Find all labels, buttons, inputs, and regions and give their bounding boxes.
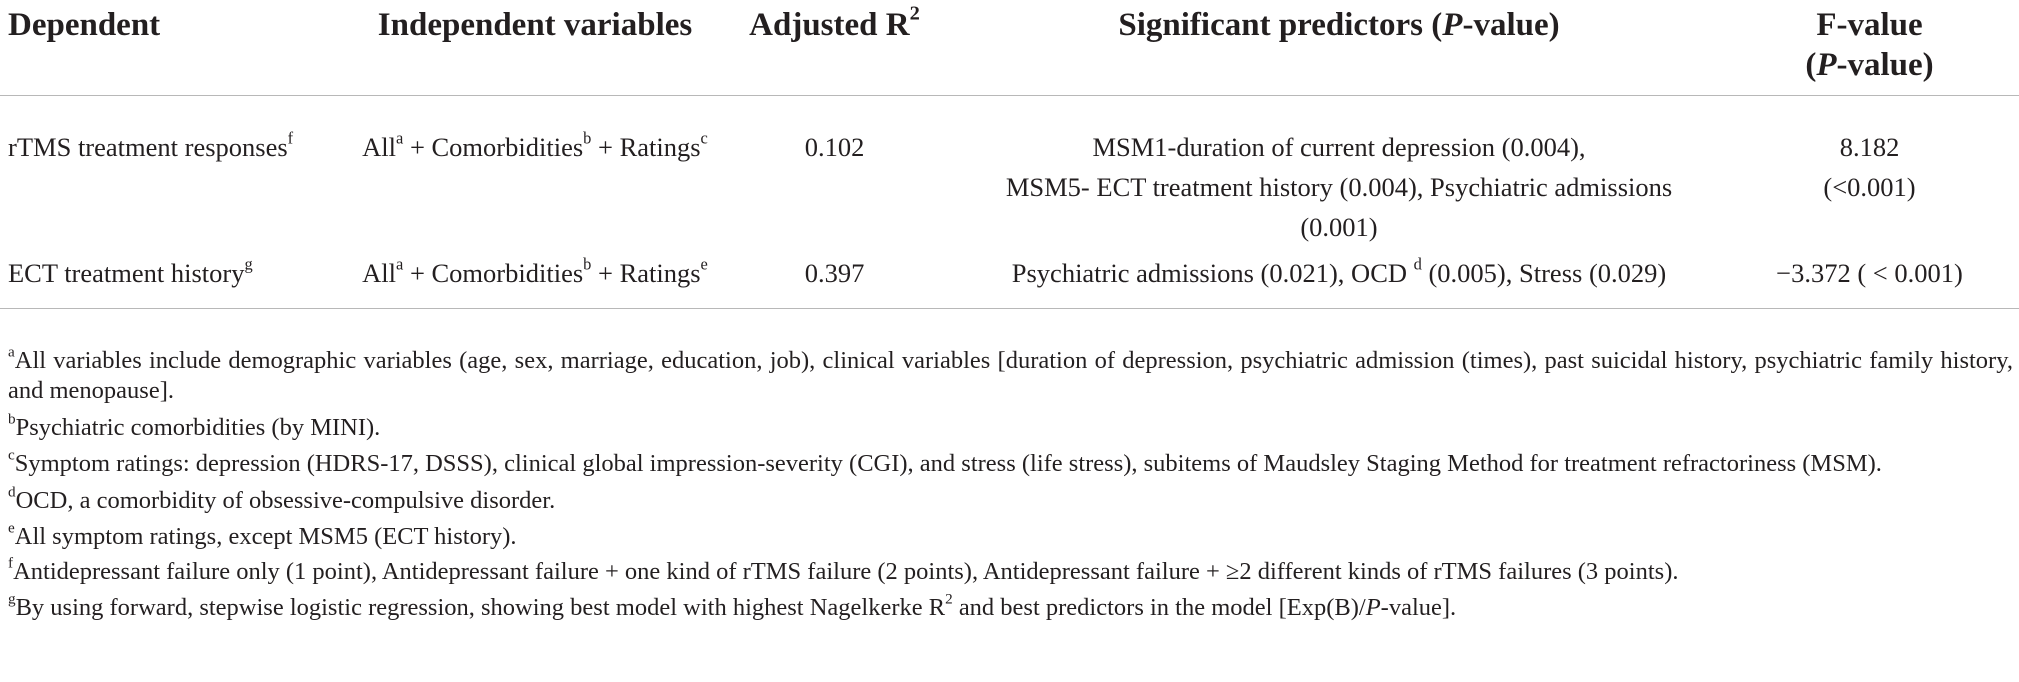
- cell-adjusted-r2: 0.102: [804, 132, 865, 162]
- header-significant-predictors: Significant predictors (P-value): [1118, 7, 1560, 43]
- regression-table: [0, 0, 2019, 309]
- cell-f-value: −3.372 ( < 0.001): [1776, 258, 1963, 288]
- header-adjusted-r2: Adjusted $R^2$: [749, 2, 920, 43]
- header-f-value: F-value (P-value): [1805, 7, 1934, 83]
- cell-dependent: ECT treatment history$^g$: [8, 254, 253, 288]
- header-row: [0, 0, 2019, 96]
- cell-adjusted-r2: 0.397: [804, 258, 865, 288]
- cell-f-value: 8.182 (<0.001): [1823, 132, 1916, 202]
- footnote-f: $^f$Antidepressant failure only (1 point), Antidepressant failure + one kind of rTMS failure (2 points), Antidepressant failure + ≥2 different kinds of rTMS failures (3 points).: [8, 554, 1679, 585]
- cell-independent: All$^a$ + Comorbidities$^b$ + Ratings$^e$: [362, 254, 708, 288]
- header-dependent: Dependent: [8, 7, 161, 43]
- table-row-ect: [0, 251, 2019, 309]
- cell-predictors: MSM1-duration of current depression (0.004), MSM5- ECT treatment history (0.004), Psychiatric admissions (0.001): [1005, 132, 1673, 242]
- footnote-a: $^a$All variables include demographic variables (age, sex, marriage, education, job), clinical variables [duration of depression, psychiatric admission (times), past suicidal history, psychiatric family history, and menopause].: [8, 343, 2013, 404]
- footnote-g: $^g$By using forward, stepwise logistic regression, showing best model with highest Nagelkerke $R^2$ and best predictors in the model [Exp(B)/P-value].: [8, 590, 1457, 621]
- cell-dependent: rTMS treatment responses$^f$: [8, 128, 294, 162]
- footnote-b: $^b$Psychiatric comorbidities (by MINI).: [8, 410, 381, 441]
- cell-predictors: Psychiatric admissions (0.021), OCD $^d$ (0.005), Stress (0.029): [1011, 254, 1667, 288]
- footnote-e: $^e$All symptom ratings, except MSM5 (ECT history).: [8, 519, 517, 550]
- table-row-rtms: [0, 96, 2019, 252]
- header-independent-variables: Independent variables: [377, 7, 693, 43]
- table-header: [0, 0, 2019, 96]
- footnote-c: $^c$Symptom ratings: depression (HDRS-17, DSSS), clinical global impression-severity (CGI), and stress (life stress), subitems of Maudsley Staging Method for treatment refractoriness (MSM).: [8, 446, 1882, 477]
- table-footnotes: [8, 343, 2013, 628]
- cell-independent: All$^a$ + Comorbidities$^b$ + Ratings$^c$: [362, 128, 708, 162]
- footnote-d: $^d$OCD, a comorbidity of obsessive-compulsive disorder.: [8, 483, 556, 514]
